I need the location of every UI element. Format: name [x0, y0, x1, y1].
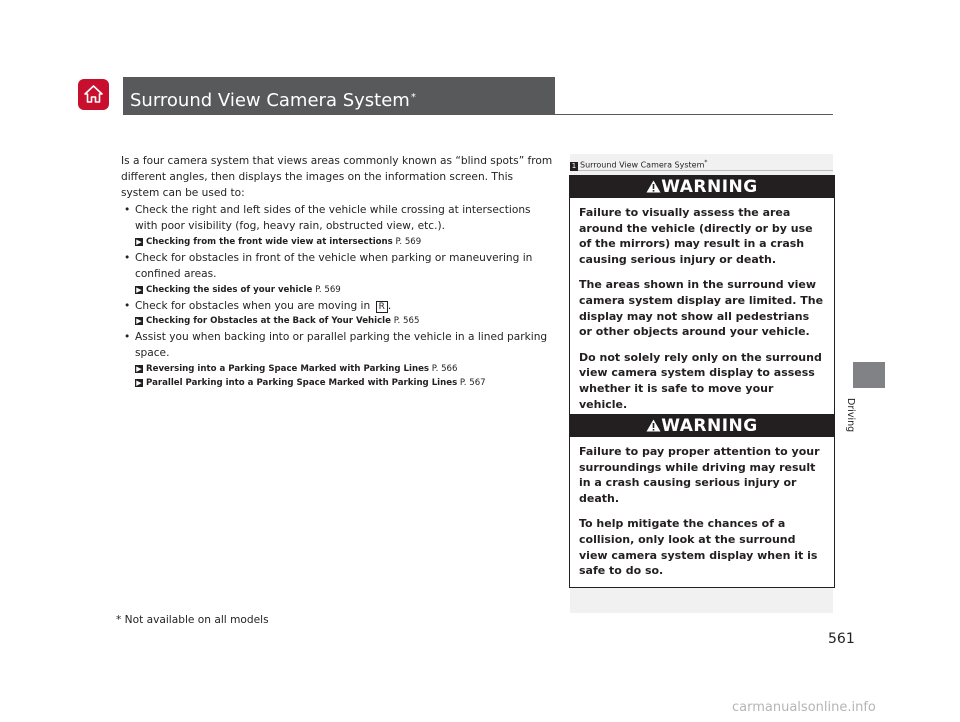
main-content	[121, 154, 553, 390]
warning-text: Failure to visually assess the area around the vehicle (directly or by use of the mirrors) may result in a crash causing serious injury or death.	[579, 206, 813, 266]
bullet-item: • Check for obstacles in front of the vehicle when parking or maneuvering in confined areas.	[124, 251, 533, 280]
warning-text: Failure to pay proper attention to your surroundings while driving may result in a crash causing serious injury or death.	[579, 445, 820, 505]
watermark: carmanualsonline.info	[732, 700, 876, 715]
warning-header: WARNING	[570, 176, 834, 198]
cross-reference-link[interactable]: ▶ Checking the sides of your vehicle P. 569	[136, 284, 341, 295]
page-number: 561	[828, 631, 855, 647]
bullet-item: • Assist you when backing into or parallel parking the vehicle in a lined parking space.	[124, 331, 548, 360]
reference-arrow-icon: ▶	[136, 378, 142, 387]
gear-r-key: R	[376, 301, 388, 313]
page-title: Surround View Camera System*	[130, 90, 416, 111]
cross-reference-link[interactable]: ▶ Parallel Parking into a Parking Space Marked with Parking Lines P. 567	[136, 377, 486, 388]
warning-triangle-icon	[646, 180, 661, 193]
side-notes-header: 1 Surround View Camera System*	[570, 156, 833, 171]
warning-box	[569, 414, 835, 588]
home-button[interactable]	[78, 79, 109, 110]
home-icon	[83, 84, 104, 105]
reference-arrow-icon: ▶	[136, 364, 142, 373]
warning-text: Do not solely rely only on the surround view camera system display to assess whether it is safe to move your vehicle.	[579, 350, 822, 411]
warning-header: WARNING	[570, 415, 834, 437]
warning-text: To help mitigate the chances of a collision, only look at the surround view camera system display when it is safe to do so.	[579, 517, 818, 578]
warning-box	[569, 175, 835, 421]
cross-reference-link[interactable]: ▶ Reversing into a Parking Space Marked with Parking Lines P. 566	[136, 363, 458, 374]
bullet-item: • Check for obstacles when you are moving in R .	[124, 299, 392, 312]
bullet-item: • Check the right and left sides of the vehicle while crossing at intersections with poor visibility (fog, heavy rain, obstructed view, etc.).	[124, 204, 531, 233]
cross-reference-link[interactable]: ▶ Checking from the front wide view at intersections P. 569	[136, 236, 422, 247]
intro-paragraph: Is a four camera system that views areas commonly known as “blind spots” from different angles, then displays the images on the information screen. This system can be used to:	[121, 155, 553, 199]
title-divider	[123, 114, 833, 115]
footnote: * Not available on all models	[116, 614, 269, 626]
reference-arrow-icon: ▶	[136, 285, 142, 294]
section-title-bar	[123, 77, 555, 114]
section-label: Driving	[845, 398, 856, 433]
warning-text: The areas shown in the surround view camera system display are limited. The display may not show all pedestrians or other objects around your vehicle.	[579, 278, 824, 339]
reference-arrow-icon: ▶	[136, 237, 142, 246]
reference-arrow-icon: ▶	[136, 317, 142, 326]
cross-reference-link[interactable]: ▶ Checking for Obstacles at the Back of Your Vehicle P. 565	[136, 316, 420, 327]
section-tab[interactable]	[853, 362, 885, 388]
warning-triangle-icon	[646, 419, 661, 432]
